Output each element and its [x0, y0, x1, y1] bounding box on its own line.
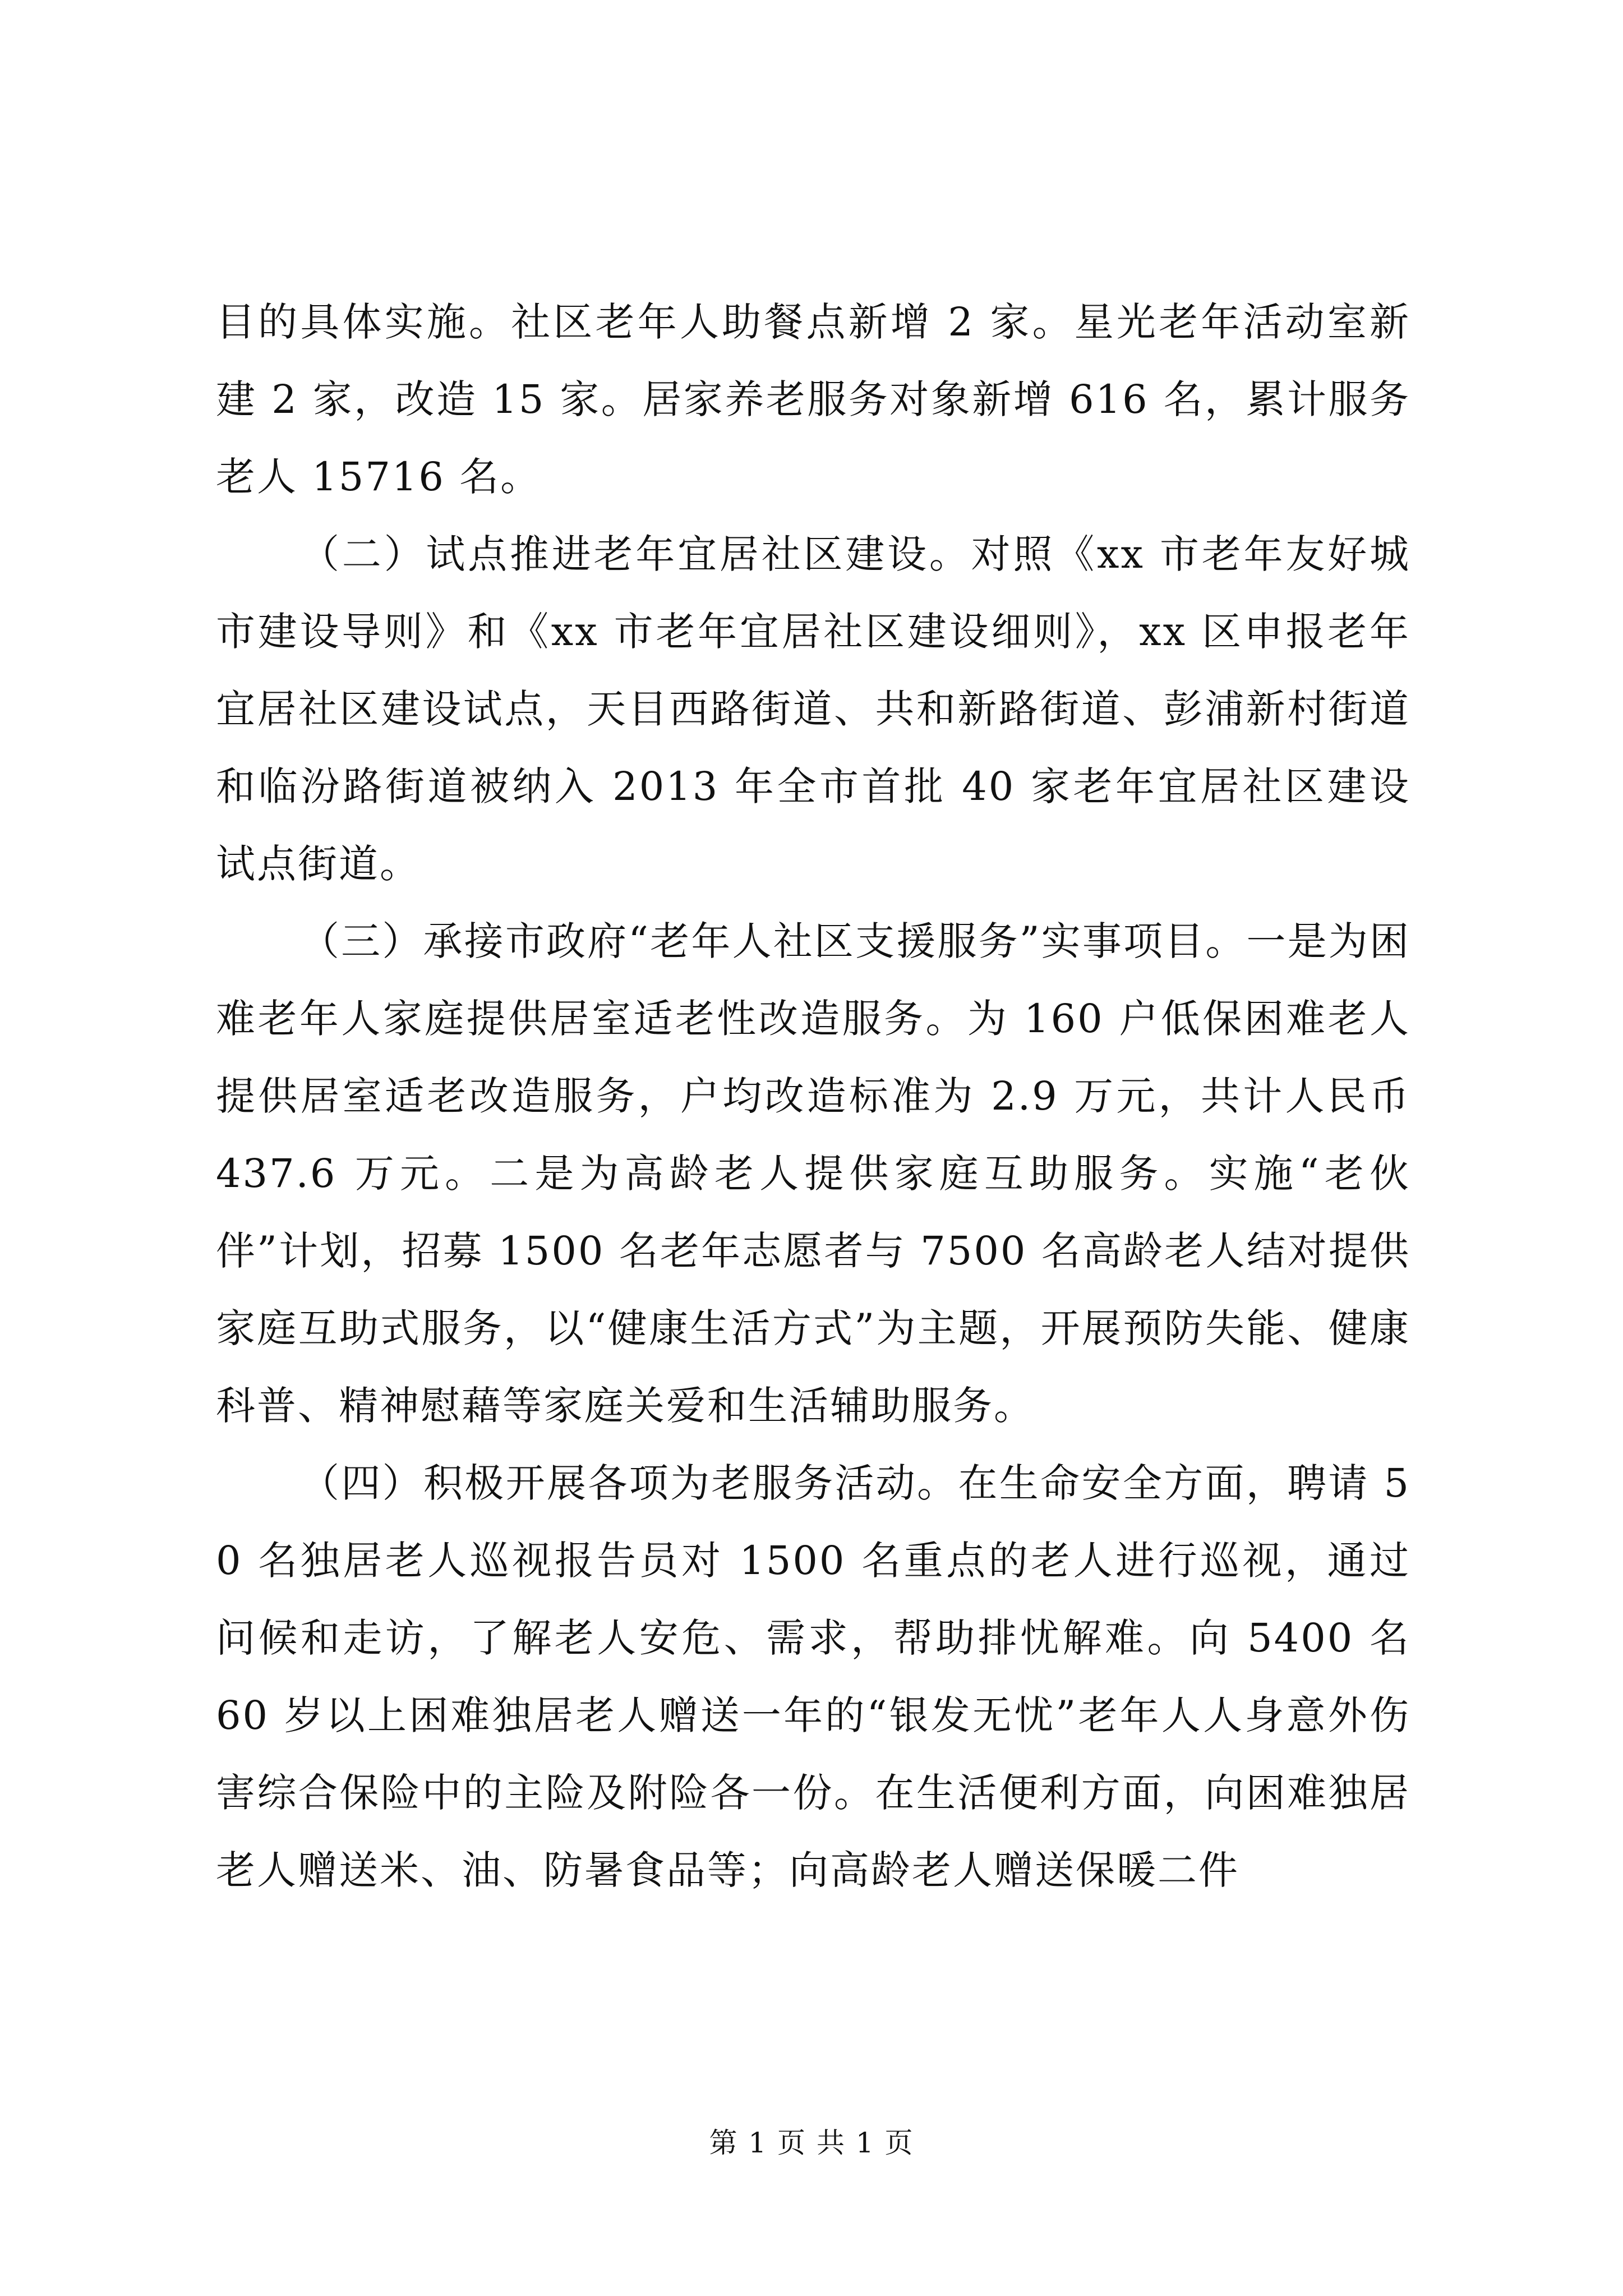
paragraph-section-2: （二）试点推进老年宜居社区建设。对照《xx 市老年友好城市建设导则》和《xx 市老年宜居社区建设细则》，xx 区申报老年宜居社区建设试点，天目西路街道、共和新路街道、彭浦新村街道和临汾路街道被纳入 2013 年全市首批 40 家老年宜居社区建设试点街道。	[216, 531, 1410, 887]
paragraph-section-3: （三）承接市政府“老年人社区支援服务”实事项目。一是为困难老年人家庭提供居室适老性改造服务。为 160 户低保困难老人提供居室适老改造服务，户均改造标准为 2.9 万元，共计人民币 437.6 万元。二是为高龄老人提供家庭互助服务。实施“老伙伴”计划，招募 1500 名老年志愿者与 7500 名高龄老人结对提供家庭互助式服务，以“健康生活方式”为主题，开展预防失能、健康科普、精神慰藉等家庭关爱和生活辅助服务。	[216, 918, 1410, 1429]
paragraph-section-4: （四）积极开展各项为老服务活动。在生命安全方面，聘请 50 名独居老人巡视报告员对 1500 名重点的老人进行巡视，通过问候和走访，了解老人安危、需求，帮助排忧解难。向 5400 名 60 岁以上困难独居老人赠送一年的“银发无忧”老年人人身意外伤害综合保险中的主险及附险各一份。在生活便利方面，向困难独居老人赠送米、油、防暑食品等；向高龄老人赠送保暖二件	[216, 1460, 1410, 1893]
paragraph-continuation: 目的具体实施。社区老年人助餐点新增 2 家。星光老年活动室新建 2 家，改造 15 家。居家养老服务对象新增 616 名，累计服务老人 15716 名。	[216, 299, 1410, 500]
document-body	[216, 283, 1410, 1909]
page-footer: 第 1 页 共 1 页	[709, 2127, 914, 2159]
